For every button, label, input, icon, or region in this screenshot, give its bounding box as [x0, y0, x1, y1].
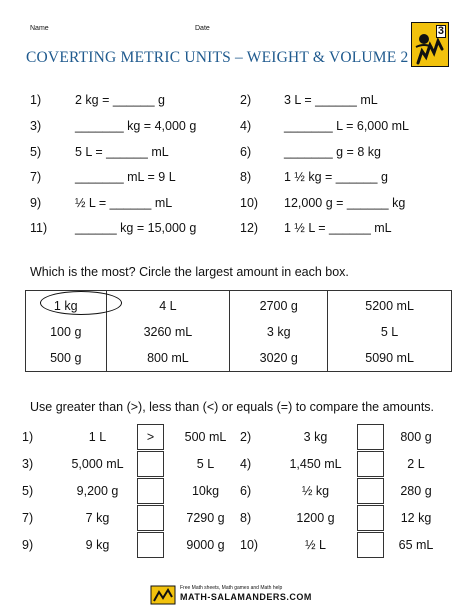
question-text: _______ kg = 4,000 g	[75, 119, 197, 133]
left-amount: 3 kg	[303, 430, 328, 444]
question-number: 7)	[30, 170, 42, 184]
question-number: 9)	[30, 196, 42, 210]
question-number: 4)	[240, 119, 252, 133]
question-text: 3 L = ______ mL	[284, 93, 378, 107]
left-amount: 1,450 mL	[289, 457, 342, 471]
question-number: 5)	[30, 145, 42, 159]
right-amount: 5 L	[196, 457, 215, 471]
question-number: 8)	[240, 511, 252, 525]
comparison-box[interactable]	[137, 505, 164, 531]
question-text: _______ g = 8 kg	[284, 145, 381, 159]
comparison-box[interactable]: >	[137, 424, 164, 450]
table-row	[26, 319, 452, 345]
question-number: 2)	[240, 430, 252, 444]
comparison-box[interactable]	[357, 505, 384, 531]
question-number: 11)	[30, 221, 48, 235]
question-number: 9)	[22, 538, 34, 552]
example-circle-mark	[40, 291, 122, 315]
question-text: ______ kg = 15,000 g	[75, 221, 197, 235]
question-text: 1 ½ L = ______ mL	[284, 221, 392, 235]
question-number: 3)	[22, 457, 34, 471]
circle-instruction: Which is the most? Circle the largest amount in each box.	[30, 265, 349, 279]
left-amount: 9,200 g	[76, 484, 119, 498]
right-amount: 65 mL	[398, 538, 434, 552]
table-cell[interactable]: 5 L	[328, 319, 452, 345]
comparison-box[interactable]	[137, 532, 164, 558]
comparison-box[interactable]	[137, 451, 164, 477]
left-amount: 9 kg	[85, 538, 110, 552]
comparison-box[interactable]	[357, 478, 384, 504]
question-number: 2)	[240, 93, 252, 107]
question-number: 1)	[30, 93, 42, 107]
question-number: 3)	[30, 119, 42, 133]
table-cell[interactable]: 3020 g	[230, 345, 328, 372]
question-text: 2 kg = ______ g	[75, 93, 166, 107]
name-label: Name	[30, 25, 49, 32]
table-cell[interactable]: 100 g	[50, 325, 82, 339]
table-cell[interactable]: 800 mL	[106, 345, 230, 372]
question-text: 5 L = ______ mL	[75, 145, 169, 159]
question-number: 8)	[240, 170, 252, 184]
left-amount: 1200 g	[296, 511, 335, 525]
comparison-box[interactable]	[137, 478, 164, 504]
table-cell[interactable]: 3 kg	[230, 319, 328, 345]
table-cell[interactable]: 2700 g	[230, 291, 328, 320]
comparison-box[interactable]	[357, 532, 384, 558]
question-number: 10)	[240, 538, 259, 552]
math-salamanders-grade-logo	[411, 22, 449, 67]
right-amount: 800 g	[400, 430, 432, 444]
left-amount: 1 L	[88, 430, 107, 444]
question-number: 5)	[22, 484, 34, 498]
question-number: 1)	[22, 430, 34, 444]
question-text: 1 ½ kg = ______ g	[284, 170, 388, 184]
question-number: 7)	[22, 511, 34, 525]
question-number: 6)	[240, 484, 252, 498]
table-cell[interactable]: 5200 mL	[328, 291, 452, 320]
date-label: Date	[195, 25, 210, 32]
right-amount: 280 g	[400, 484, 432, 498]
table-cell[interactable]: 5090 mL	[328, 345, 452, 372]
grade-number: 3	[437, 25, 444, 37]
table-cell[interactable]: 4 L	[106, 291, 230, 320]
question-text: _______ mL = 9 L	[75, 170, 176, 184]
table-cell[interactable]: 500 g	[50, 351, 82, 365]
right-amount: 2 L	[407, 457, 425, 471]
question-text: ½ L = ______ mL	[75, 196, 173, 210]
left-amount: 7 kg	[85, 511, 110, 525]
comparison-box[interactable]	[357, 451, 384, 477]
question-number: 12)	[240, 221, 259, 235]
salamander-mascot-icon	[150, 585, 176, 605]
compare-instruction: Use greater than (>), less than (<) or equals (=) to compare the amounts.	[30, 400, 435, 414]
comparison-box[interactable]	[357, 424, 384, 450]
question-number: 10)	[240, 196, 259, 210]
page-title: COVERTING METRIC UNITS – WEIGHT & VOLUME 2	[26, 49, 409, 66]
question-number: 4)	[240, 457, 252, 471]
right-amount: 9000 g	[186, 538, 225, 552]
question-text: 12,000 g = ______ kg	[284, 196, 406, 210]
left-amount: ½ kg	[301, 484, 330, 498]
table-row	[26, 345, 452, 372]
footer-logo[interactable]	[150, 585, 330, 605]
right-amount: 12 kg	[400, 511, 432, 525]
left-amount: ½ L	[305, 538, 326, 552]
right-amount: 10kg	[191, 484, 220, 498]
left-amount: 5,000 mL	[71, 457, 124, 471]
footer-tagline: Free Math sheets, Math games and Math help	[180, 585, 283, 591]
right-amount: 500 mL	[184, 430, 227, 444]
question-text: _______ L = 6,000 mL	[284, 119, 409, 133]
footer-site-name: MATH-SALAMANDERS.COM	[180, 592, 312, 602]
table-cell[interactable]: 1 kg	[53, 299, 78, 313]
right-amount: 7290 g	[186, 511, 225, 525]
table-cell[interactable]: 3260 mL	[106, 319, 230, 345]
question-number: 6)	[240, 145, 252, 159]
